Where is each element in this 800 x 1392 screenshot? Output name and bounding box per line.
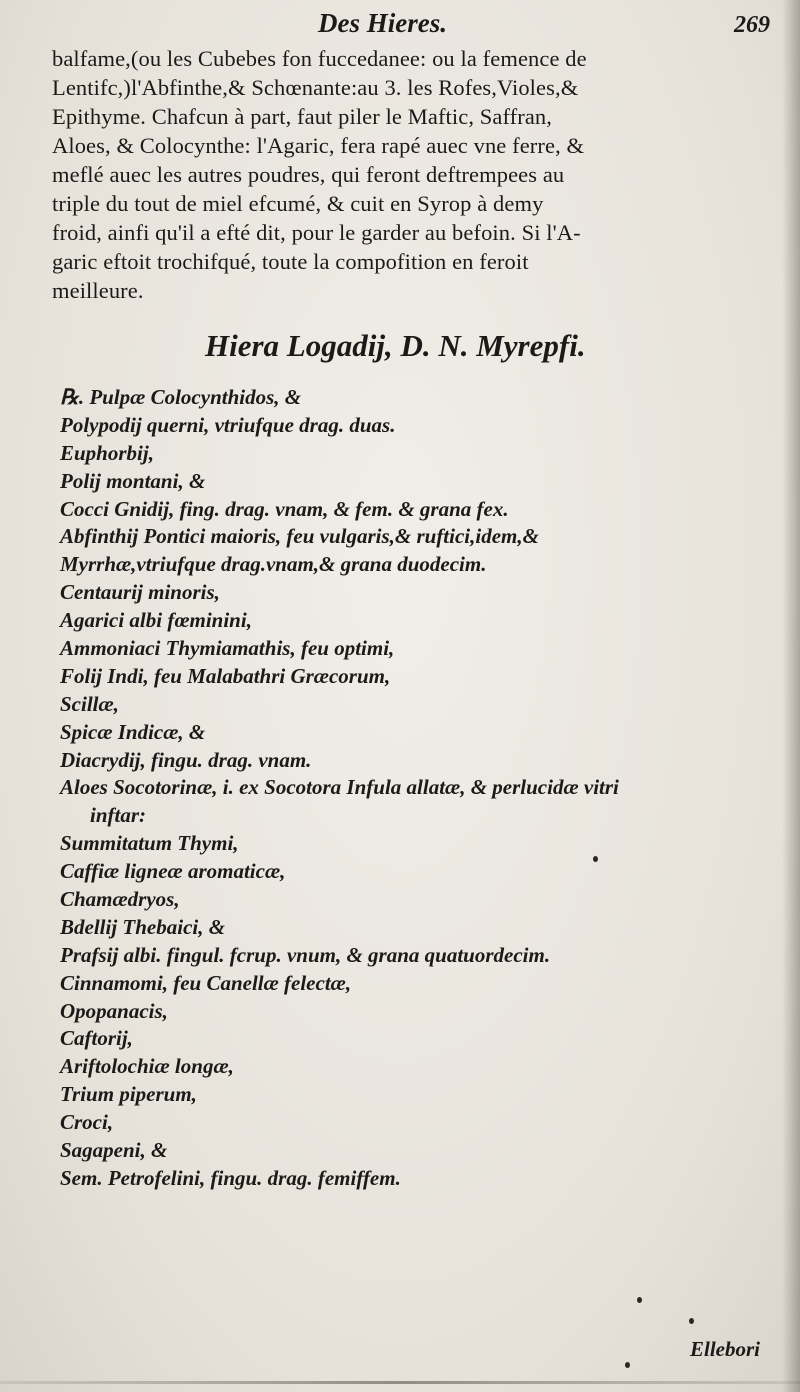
prose-line: meflé auec les autres poudres, qui feront deftrempees au <box>52 162 565 187</box>
catchword: Ellebori <box>689 1337 760 1361</box>
recipe-ingredient-list <box>60 384 790 1193</box>
recipe-line: Caffiæ ligneæ aromaticæ, <box>60 859 286 884</box>
recipe-line: Opopanacis, <box>60 998 168 1023</box>
recipe-line: Folij Indi, feu Malabathri Græcorum, <box>60 663 391 688</box>
ink-speck <box>625 1362 630 1368</box>
page-bottom-edge <box>0 1381 800 1384</box>
prose-line: Epithyme. Chafcun à part, faut piler le Maftic, Saffran, <box>52 104 553 129</box>
recipe-line: Myrrhæ,vtriufque drag.vnam,& grana duodecim. <box>60 552 487 577</box>
prose-line: Lentifc,)l'Abfinthe,& Schœnante:au 3. les Rofes,Violes,& <box>52 75 579 100</box>
recipe-line: Chamædryos, <box>60 887 180 912</box>
prose-line: garic eftoit trochifqué, toute la compofition en feroit <box>52 249 529 274</box>
page-number: 269 <box>734 12 770 38</box>
recipe-line: Ariftolochiæ longæ, <box>60 1054 234 1079</box>
recipe-line: Centaurij minoris, <box>60 580 220 605</box>
recipe-line: Sagapeni, & <box>60 1138 168 1163</box>
recipe-line: Caftorij, <box>60 1026 133 1051</box>
page-header <box>0 8 800 44</box>
recipe-line: Polypodij querni, vtriufque drag. duas. <box>60 412 396 437</box>
recipe-line: Euphorbij, <box>60 440 154 465</box>
prose-line: froid, ainfi qu'il a efté dit, pour le garder au befoin. Si l'A- <box>52 220 581 245</box>
prose-line: triple du tout de miel efcumé, & cuit en Syrop à demy <box>52 191 544 216</box>
recipe-line: Scillæ, <box>60 691 119 716</box>
recipe-line: Ammoniaci Thymiamathis, feu optimi, <box>60 636 395 661</box>
recipe-line: Summitatum Thymi, <box>60 831 239 856</box>
recipe-line: Croci, <box>60 1110 114 1135</box>
recipe-line: Agarici albi fœminini, <box>60 608 252 633</box>
recipe-line: Abfinthij Pontici maioris, feu vulgaris,& ruftici,idem,& <box>60 524 539 549</box>
ink-speck <box>637 1297 642 1303</box>
ink-speck <box>593 856 598 862</box>
prose-line: Aloes, & Colocynthe: l'Agaric, fera rapé auec vne ferre, & <box>52 133 585 158</box>
recipe-line: Cocci Gnidij, fing. drag. vnam, & fem. & grana fex. <box>60 496 509 521</box>
running-title: Des Hieres. <box>318 8 447 38</box>
recipe-line: Bdellij Thebaici, & <box>60 914 226 939</box>
recipe-line: Spicæ Indicæ, & <box>60 719 206 744</box>
recipe-line: Aloes Socotorinæ, i. ex Socotora Infula allatæ, & perlucidæ vitri <box>60 775 619 800</box>
recipe-line: Polij montani, & <box>60 468 206 493</box>
prose-line: meilleure. <box>52 278 144 303</box>
recipe-line: Diacrydij, fingu. drag. vnam. <box>60 747 312 772</box>
section-heading: Hiera Logadij, D. N. Myrepfi. <box>205 328 586 363</box>
recipe-line: Trium piperum, <box>60 1082 197 1107</box>
ink-speck <box>689 1318 694 1324</box>
recipe-line: inftar: <box>90 803 147 828</box>
recipe-line: Prafsij albi. fingul. fcrup. vnum, & grana quatuordecim. <box>60 942 551 967</box>
recipe-line: Cinnamomi, feu Canellæ felectæ, <box>60 970 352 995</box>
prose-line: balfame,(ou les Cubebes fon fuccedanee: ou la femence de <box>52 46 587 71</box>
recipe-line: ℞. Pulpæ Colocynthidos, & <box>60 385 302 409</box>
prose-paragraph <box>52 44 782 305</box>
page-edge-shadow <box>782 0 800 1392</box>
recipe-line: Sem. Petrofelini, fingu. drag. femiffem. <box>60 1165 401 1190</box>
